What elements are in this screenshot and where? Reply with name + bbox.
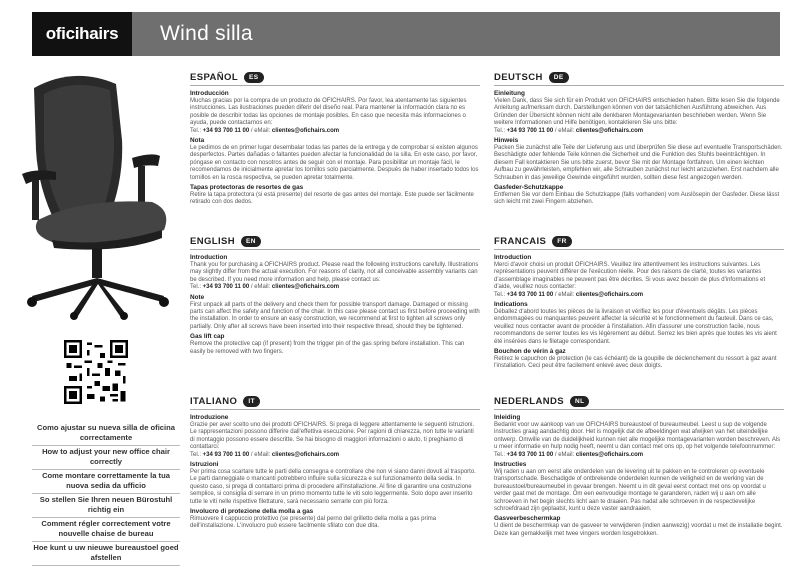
subheading: Gasfeder-Schutzkappe <box>494 184 564 192</box>
language-badge: ES <box>244 72 263 83</box>
paragraph: Entfernen Sie vor dem Einbau die Schutzkappe (falls vorhanden) vom Auslösepin der Gasfeder. Diese lässt sich leicht mit zwei Fingern abziehen. <box>494 192 780 206</box>
subheading: Introduction <box>190 254 228 261</box>
section-it <box>190 396 480 533</box>
video-links-list <box>32 422 180 566</box>
subheading: Gas lift cap <box>190 333 225 341</box>
subheading: Einleitung <box>494 90 525 97</box>
link-how-to-adjust-en[interactable]: How to adjust your new office chair correctly <box>32 446 180 470</box>
paragraph: Merci d'avoir choisi un produit OFICHAIRS. Veuillez lire attentivement les instructions suivantes. Les représentations peuvent différer de l'exécution réelle. Pour des raisons de clarté, toutes les variantes d'assemblage imaginables ne peuvent pas être décrites. Si vous avez besoin de plus d'informations et d'aide, veuillez nous contacter: Tel.: +34 93 700 11 00 / eMail: clientes@ofichairs.com <box>494 262 766 298</box>
email-link[interactable]: clientes@ofichairs.com <box>271 127 340 134</box>
brand-logo: oficihairs <box>32 12 132 56</box>
email-link[interactable]: clientes@ofichairs.com <box>575 127 644 134</box>
language-badge: DE <box>549 72 569 83</box>
link-how-to-adjust-fr[interactable]: Comment régler correctement votre nouvelle chaise de bureau <box>32 518 180 542</box>
link-how-to-adjust-nl[interactable]: Hoe kunt u uw nieuwe bureaustoel goed afstellen <box>32 542 180 566</box>
email-link[interactable]: clientes@ofichairs.com <box>575 451 644 458</box>
paragraph: Muchas gracias por la compra de un producto de OFICHAIRS. Por favor, lea atentamente las siguientes instrucciones. Las ilustraciones pueden diferir del diseño real. Para mantener la información clara no es posible de describir todas las opciones de montaje posibles. En caso que necesita más informaciones o ayuda, puede contactarnos en: Tel.: +34 93 700 11 00 / eMail: clientes@ofichairs.com <box>190 98 467 134</box>
product-title: Wind silla <box>160 22 253 45</box>
paragraph: Rimuovere il cappuccio protettivo (se presente) dal perno del grilletto della molla a gas prima dell'installazione. L'involucro può essere facilmente sfilato con due dita. <box>190 516 437 530</box>
language-badge: IT <box>243 396 260 407</box>
subheading: Involucro di protezione della molla a gas <box>190 508 314 516</box>
section-en <box>190 236 480 358</box>
subheading: Indications <box>494 301 528 309</box>
header-bar <box>32 12 780 56</box>
section-heading: ENGLISH <box>190 236 236 247</box>
paragraph: Remove the protective cap (if present) from the trigger pin of the gas spring before installation. This can easily be removed with two fingers. <box>190 341 465 355</box>
paragraph: Déballez d'abord toutes les pièces de la livraison et vérifiez les pour d'éventuels dégâts. Les pièces endommagées ou manquantes peuvent affecter la sécurité et le fonctionnement du fauteuil. Dans ce cas, veuillez nous contacter avant de procéder à l'installation. Afin d'assurer une construction facile, nous recommandons de serrer toutes les vis légèrement au début. Serrez les bien après que toutes les vis aient été insérées dans le filetage correspondant. <box>494 309 777 345</box>
paragraph: Grazie per aver scelto uno dei prodotti OFICHAIRS. Si prega di leggere attentamente le seguenti istruzioni. Le rappresentazioni possono differire dall'effettiva esecuzione. Per ragioni di chiarezza, non tutte le varianti di montaggio possono essere descritte. Se hai bisogno di maggiori informazioni o aiuto, ti preghiamo di contattarci: Tel.: +34 93 700 11 00 / eMail: clientes@ofichairs.com <box>190 422 475 458</box>
language-badge: NL <box>570 396 589 407</box>
subheading: Tapas protectoras de resortes de gas <box>190 184 304 192</box>
chair-image <box>12 70 182 320</box>
section-nl <box>494 396 784 540</box>
section-heading: FRANCAIS <box>494 236 547 247</box>
subheading: Introducción <box>190 90 229 97</box>
section-de <box>494 72 784 209</box>
email-link[interactable]: clientes@ofichairs.com <box>271 451 340 458</box>
section-heading: ITALIANO <box>190 396 238 407</box>
email-link[interactable]: clientes@ofichairs.com <box>271 284 340 291</box>
subheading: Nota <box>190 137 205 145</box>
paragraph: U dient de beschermkap van de gasveer te verwijderen (indien aanwezig) voordat u met de installatie begint. Deze kan gemakkelijk met twee vingers worden losgetrokken. <box>494 523 783 537</box>
paragraph: First unpack all parts of the delivery and check them for possible transport damage. Damaged or missing parts can affect the safety and function of the chair. In this case please contact us first before proceeding with the installation. In order to ensure an easy construction, we recommend at first to tighten all screws only partially. Only after all screws have been inserted into their respective thread, should they be tightened. <box>190 301 480 330</box>
link-how-to-adjust-de[interactable]: So stellen Sie Ihren neuen Bürostuhl richtig ein <box>32 494 180 518</box>
section-heading: DEUTSCH <box>494 72 543 83</box>
subheading: Introduzione <box>190 414 229 421</box>
paragraph: Retirez le capuchon de protection (le cas échéant) de la goupille de déclenchement du ressort à gaz avant l'installation. Ceci peut être facilement enlevé avec deux doigts. <box>494 356 777 370</box>
subheading: Introduction <box>494 254 532 261</box>
paragraph: Retire la tapa protectora (si está presente) del resorte de gas antes del montaje. Este puede ser fácilmente retirado con dos dedos. <box>190 192 474 206</box>
link-how-to-adjust-it[interactable]: Come montare correttamente la tua nuova sedia da ufficio <box>32 470 180 494</box>
paragraph: Le pedimos de en primer lugar desembalar todas las partes de la entrega y de comprobar si existen algunos desperfectos. Partes dañadas o faltantes pueden afectar la funcionalidad de la silla. En este caso, por favor, póngase en contacto con nosotros antes de seguir con el montaje. Para posibilitar un montaje fácil, le recomendamos de inicialmente apretar los tornillos solo parcialmente. Después de haber insertado todos los tornillos en la rosca respectiva, se pueden apretar totalmente. <box>190 145 479 181</box>
section-heading: NEDERLANDS <box>494 396 564 407</box>
qr-code-icon[interactable] <box>64 340 128 404</box>
email-link[interactable]: clientes@ofichairs.com <box>575 291 644 298</box>
paragraph: Wij raden u aan om eerst alle onderdelen van de levering uit te pakken en te controleren op eventuele transportschade. Beschadigde of ontbrekende onderdelen kunnen de veiligheid en de werking van de bureaustoel/bureaumeubel in gevaar brengen. Neemt u in dit geval eerst contact met ons op voordat u verder gaat met de montage. Om een eenvoudige montage te garanderen, raden wij u aan om alle schroeven in het begin slechts licht aan te draaien. Pas nadat alle schroeven in de respectievelijke schroefdraad zijn geplaatst, kunt u deze vaster aandraaien. <box>494 469 766 513</box>
link-how-to-adjust-es[interactable]: Como ajustar su nueva silla de oficina correctamente <box>32 422 180 446</box>
language-badge: EN <box>241 236 261 247</box>
paragraph: Per prima cosa scartare tutte le parti della consegna e controllare che non vi siano danni dovuti al trasporto. Le parti danneggiate o mancanti potrebbero influire sulla sicurezza e sul funzionamento della sedia. In questo caso, si prega di contattarci prima di procedere all'installazione. Al fine di garantire una costruzione semplice, si consiglia di serrare in un primo momento tutte le viti solo leggermente. Solo dopo aver inserito tutte le viti nelle rispettive filettature, sarà necessario serrarle con più forza. <box>190 469 476 505</box>
paragraph: Thank you for purchasing a OFICHAIRS product. Please read the following instructions carefully. Illustrations may slightly differ from the actual execution. For reasons of clarity, not all conceivable assembly variants can be described. If you need more information and help, please contact us: Tel.: +34 93 700 11 00 / eMail: clientes@ofichairs.com <box>190 262 479 291</box>
subheading: Instructies <box>494 461 527 469</box>
subheading: Bouchon de vérin à gaz <box>494 348 566 356</box>
subheading: Note <box>190 293 205 301</box>
subheading: Hinweis <box>494 137 519 145</box>
section-fr <box>494 236 784 373</box>
section-heading: ESPAÑOL <box>190 72 239 83</box>
paragraph: Bedankt voor uw aankoop van uw OFICHAIRS bureaustoel of bureaumeubel. Leest u sup de volgende instructies graag aandachtig door. Het is mogelijk dat de afbeeldingen wat afwijken van het uiteindelijke ontwerp. Omwille van de duidelijkheid kunnen niet alle mogelijke montagevarianten worden beschreven. Als u meer informatie en hulp nodig heeft, neemt u dan contact met ons op, op het volgende telefoonnummer: Tel.: +34 93 700 11 00 / eMail: clientes@ofichairs.com <box>494 422 781 458</box>
paragraph: Vielen Dank, dass Sie sich für ein Produkt von OFICHAIRS entschieden haben. Bitte lesen Sie die folgende Anleitung aufmerksam durch. Darstellungen können von der tatsächlichen Ausführung abweichen. Aus Gründen der Übersicht können nicht alle denkbaren Montagevarianten beschrieben werden. Wenn Sie weitere Informationen und Hilfe benötigen, kontaktieren Sie uns bitte: Tel.: +34 93 700 11 00 / eMail: clientes@ofichairs.com <box>494 98 780 134</box>
paragraph: Packen Sie zunächst alle Teile der Lieferung aus und überprüfen Sie diese auf eventuelle Transportschäden. Beschädigte oder fehlende Teile können die Sicherheit und die Funktion des Stuhls beeinträchtigen. In diesem Fall kontaktieren Sie uns bitte zuerst, bevor Sie mit der Montage fortfahren. Um einen leichten Aufbau zu gewährleisten, empfehlen wir, alle Schrauben zunächst nur leicht anzuziehen. Erst nachdem alle Schrauben in das jeweilige Gewinde eingeführt wurden, sollten diese fest angezogen werden. <box>494 145 783 181</box>
subheading: Gasveerbeschermkap <box>494 515 561 523</box>
language-badge: FR <box>552 236 571 247</box>
subheading: Istruzioni <box>190 461 219 469</box>
subheading: Inleiding <box>494 414 521 421</box>
section-es <box>190 72 480 209</box>
